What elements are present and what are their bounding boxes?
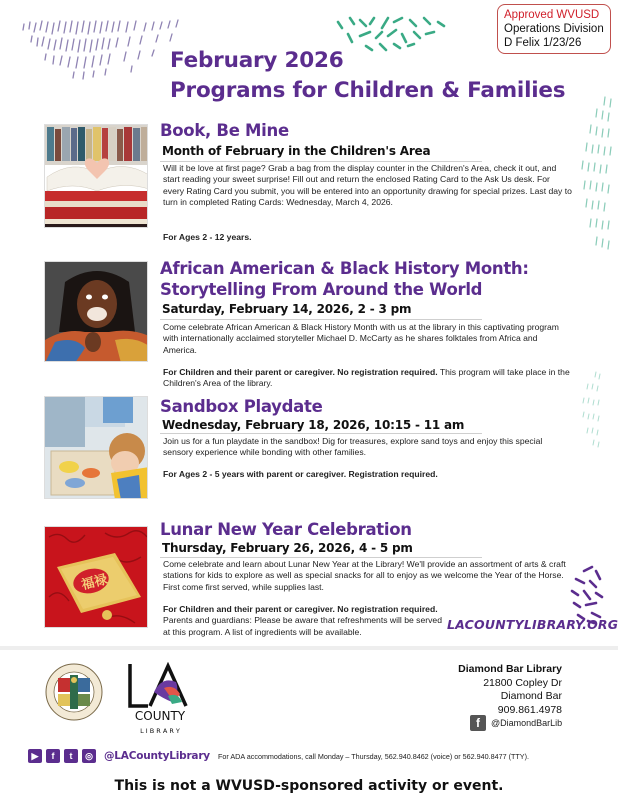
event-description: Come celebrate and learn about Lunar New Year at the Library! We'll provide an assortment of arts & craft stations for kids to explore as well as special snacks for all to enjoy as we welcome the Year of the Horse. First come first served, while supplies last. (163, 559, 566, 592)
red-envelope-photo (44, 526, 148, 628)
county-seal-logo (45, 663, 103, 721)
social-media-row (28, 748, 210, 764)
stamp-approved-label: Approved WVUSD (504, 9, 600, 21)
divider (160, 319, 482, 320)
event-title: Book, Be Mine (160, 121, 289, 140)
child-sandbox-photo (44, 396, 148, 499)
library-facebook[interactable] (470, 714, 590, 732)
youtube-icon[interactable]: ▶ (28, 749, 42, 763)
social-handle[interactable]: @LACountyLibrary (104, 750, 210, 762)
event-audience-bold: For Children and their parent or caregiver. No registration required. (163, 604, 438, 614)
facebook-icon[interactable]: f (470, 715, 486, 731)
event-audience-bold: For Children and their parent or caregiver. No registration required. (163, 367, 438, 377)
event-audience-bold: For Ages 2 - 12 years. (163, 232, 252, 242)
page-title-line1: February 2026 (170, 48, 344, 73)
event-date-time: Wednesday, February 18, 2026, 10:15 - 11 am (162, 418, 465, 432)
page-title-line2: Programs for Children & Families (170, 78, 566, 103)
event-audience-note (163, 604, 448, 638)
disclaimer: This is not a WVUSD-sponsored activity or event. (114, 778, 504, 794)
event-title: Sandbox Playdate (160, 397, 323, 416)
decorative-dash-pattern-purple (18, 14, 188, 84)
website-link[interactable]: LACOUNTYLIBRARY.ORG (447, 617, 618, 632)
svg-text:L I B R A R Y: L I B R A R Y (140, 727, 180, 735)
event-subtitle: Month of February in the Children's Area (162, 144, 431, 158)
event-audience-note (163, 232, 573, 243)
event-title: Lunar New Year Celebration (160, 520, 412, 539)
divider (160, 433, 482, 434)
svg-text:COUNTY: COUNTY (134, 709, 186, 723)
event-description: Join us for a fun playdate in the sandbox! Dig for treasures, explore sand toys and enjoy this special sensory experience while bonding with other families. (163, 436, 543, 458)
event-title-line1: African American & Black History Month: (160, 259, 529, 278)
event-description: Come celebrate African American & Black History Month with us at the library in this captivating program with internationally acclaimed storyteller Michael D. McCarty as he shares folktales from Africa and America. (163, 322, 559, 355)
event-date-time: Saturday, February 14, 2026, 2 - 3 pm (162, 302, 412, 316)
event-audience-detail: This program will take place in the Children's Area of the library. (163, 367, 570, 389)
stamp-division: Operations Division (504, 23, 604, 35)
section-divider-band (0, 646, 618, 650)
instagram-icon[interactable]: ◎ (82, 749, 96, 763)
stamp-signature-date: D Felix 1/23/26 (504, 37, 582, 49)
event-audience-note (163, 367, 573, 390)
library-address-city: Diamond Bar (500, 690, 562, 702)
event-title (160, 258, 529, 300)
event-description: Will it be love at first page? Grab a bag from the display counter in the Children's Area, check it out, and start reading your sweet surprise! Fill out and return the enclosed Rating Card to the Ask Us desk. For every Rating Card you submit, you will be entered into an opportunity drawing for special prizes. Last day to turn in completed Rating Cards: Wednesday, March 4, 2026. (163, 163, 572, 208)
svg-text:福禄: 福禄 (80, 572, 109, 594)
divider (160, 161, 482, 162)
library-phone: 909.861.4978 (497, 703, 562, 716)
divider (160, 557, 482, 558)
library-facebook-handle[interactable]: @DiamondBarLib (491, 717, 563, 728)
ada-accommodations-text: For ADA accommodations, call Monday – Thursday, 562.940.8462 (voice) or 562.940.8477 (TTY). (218, 752, 529, 761)
event-title-line2: Storytelling From Around the World (160, 280, 483, 299)
event-audience-bold: For Ages 2 - 5 years with parent or caregiver. Registration required. (163, 469, 438, 479)
twitter-icon[interactable]: t (64, 749, 78, 763)
decorative-dash-pattern-teal-small (574, 370, 604, 450)
event-audience-note (163, 469, 573, 480)
book-with-heart-image (44, 124, 148, 228)
library-name: Diamond Bar Library (458, 663, 562, 675)
la-county-library-logo (128, 662, 192, 736)
page-title (170, 46, 590, 106)
library-contact-info (400, 663, 562, 717)
library-address-street: 21800 Copley Dr (483, 676, 562, 689)
event-date-time: Thursday, February 26, 2026, 4 - 5 pm (162, 541, 413, 555)
facebook-icon[interactable]: f (46, 749, 60, 763)
event-audience-detail: Parents and guardians: Please be aware that refreshments will be served at this program. A list of ingredients will be available. (163, 615, 442, 637)
decorative-dash-pattern-teal (575, 95, 615, 260)
storyteller-photo (44, 261, 148, 362)
